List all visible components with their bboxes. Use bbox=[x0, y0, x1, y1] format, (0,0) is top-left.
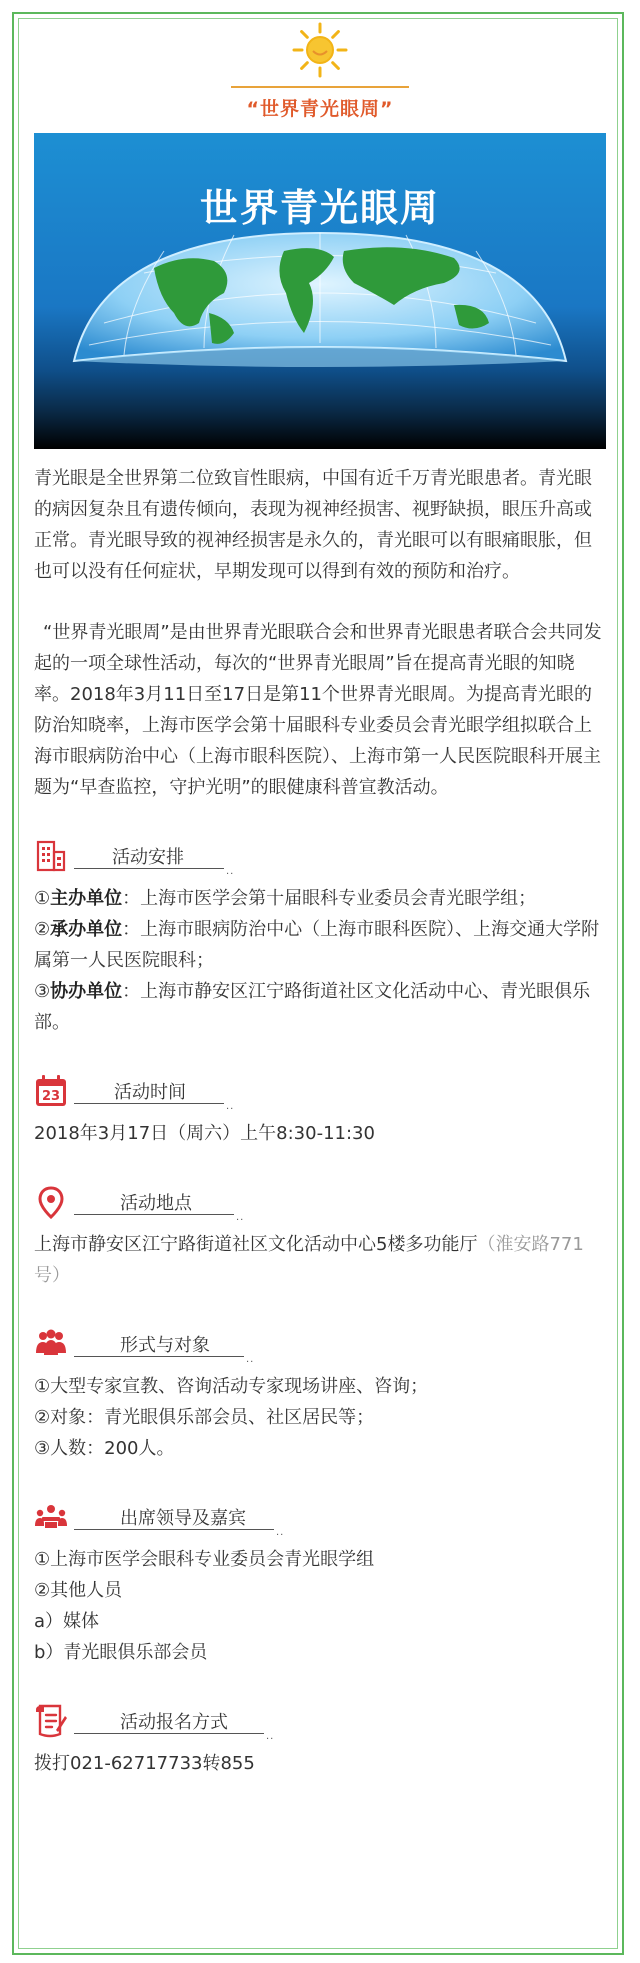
people-group-icon bbox=[34, 1327, 68, 1361]
signup-block bbox=[34, 1748, 606, 1779]
section-underline-dots: .. bbox=[246, 1354, 255, 1365]
banner-image bbox=[34, 133, 606, 449]
section-underline-dots: .. bbox=[236, 1212, 245, 1223]
location-block bbox=[34, 1229, 606, 1291]
event-time: 2018年3月17日（周六）上午8:30-11:30 bbox=[34, 1123, 375, 1144]
section-signup-title: 活动报名方式 bbox=[120, 1712, 228, 1733]
section-arrangement-header bbox=[34, 839, 606, 877]
location-pin-icon bbox=[34, 1185, 68, 1219]
arrangement-list bbox=[34, 883, 606, 1038]
section-format-header bbox=[34, 1327, 606, 1365]
sun-icon bbox=[290, 20, 350, 80]
section-guests-title: 出席领导及嘉宾 bbox=[120, 1508, 246, 1529]
svg-text:23: 23 bbox=[41, 1089, 61, 1104]
calendar-icon bbox=[34, 1074, 68, 1108]
intro-paragraph-2: “世界青光眼周”是由世界青光眼联合会和世界青光眼患者联合会共同发起的一项全球性活动，每次的“世界青光眼周”旨在提高青光眼的知晓率。2018年3月11日至17日是第11个世界青光眼周。为提高青光眼的防治知晓率，上海市医学会第十届眼科专业委员会青光眼学组拟联合上海市眼病防治中心（上海市眼科医院）、上海市第一人民医院眼科开展主题为“早查监控，守护光明”的眼健康科普宣教活动。 bbox=[34, 622, 602, 798]
list-item: b）青光眼俱乐部会员 bbox=[34, 1642, 208, 1663]
guests-list bbox=[34, 1544, 606, 1668]
section-location-title: 活动地点 bbox=[120, 1193, 192, 1214]
list-item: ①上海市医学会眼科专业委员会青光眼学组 bbox=[34, 1549, 375, 1570]
time-block bbox=[34, 1118, 606, 1149]
section-arrangement-title: 活动安排 bbox=[112, 847, 184, 868]
list-item: ②其他人员 bbox=[34, 1580, 123, 1601]
list-item: ③人数：200人。 bbox=[34, 1438, 175, 1459]
location-address-note: （淮安路771号） bbox=[34, 1234, 584, 1286]
event-location: 上海市静安区江宁路街道社区文化活动中心5楼多功能厅（淮安路771号） bbox=[34, 1234, 584, 1286]
signup-phone[interactable]: 拨打021-62717733转855 bbox=[34, 1753, 255, 1774]
section-format-title: 形式与对象 bbox=[120, 1335, 210, 1356]
list-item: ①主办单位：上海市医学会第十届眼科专业委员会青光眼学组； bbox=[34, 888, 537, 909]
building-icon bbox=[34, 839, 68, 873]
list-item: a）媒体 bbox=[34, 1611, 100, 1632]
section-time-title: 活动时间 bbox=[114, 1082, 186, 1103]
section-underline-dots: .. bbox=[276, 1527, 285, 1538]
section-underline-dots: .. bbox=[226, 866, 235, 877]
signup-form-icon bbox=[34, 1704, 68, 1738]
section-location-header bbox=[34, 1185, 606, 1223]
intro-paragraph-1: 青光眼是全世界第二位致盲性眼病，中国有近千万青光眼患者。青光眼的病因复杂且有遗传倾向，表现为视神经损害、视野缺损，眼压升高或正常。青光眼导致的视神经损害是永久的，青光眼可以有眼痛眼胀，但也可以没有任何症状，早期发现可以得到有效的预防和治疗。 bbox=[34, 468, 592, 582]
section-guests-header bbox=[34, 1500, 606, 1538]
title-divider bbox=[231, 86, 409, 88]
page-title: “世界青光眼周” bbox=[246, 98, 394, 120]
banner-title: 世界青光眼周 bbox=[199, 186, 440, 230]
meeting-icon bbox=[34, 1500, 68, 1534]
list-item: ②对象：青光眼俱乐部会员、社区居民等； bbox=[34, 1407, 375, 1428]
section-underline-dots: .. bbox=[266, 1731, 275, 1742]
list-item: ①大型专家宣教、咨询活动专家现场讲座、咨询； bbox=[34, 1376, 429, 1397]
section-underline-dots: .. bbox=[226, 1101, 235, 1112]
format-list bbox=[34, 1371, 606, 1464]
article bbox=[34, 20, 606, 1779]
section-signup-header bbox=[34, 1704, 606, 1742]
list-item: ③协办单位：上海市静安区江宁路街道社区文化活动中心、青光眼俱乐部。 bbox=[34, 981, 591, 1033]
list-item: ②承办单位：上海市眼病防治中心（上海市眼科医院）、上海交通大学附属第一人民医院眼科； bbox=[34, 919, 600, 971]
section-time-header bbox=[34, 1074, 606, 1112]
